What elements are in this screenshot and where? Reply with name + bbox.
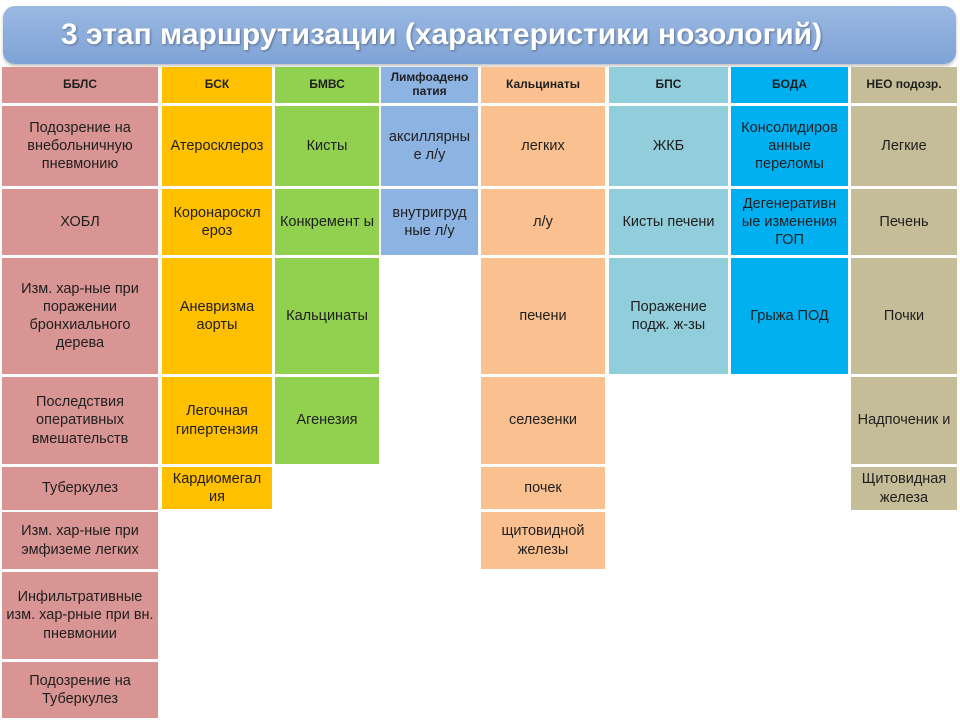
cell-bbls-7: Инфильтративные изм. хар-рные при вн. пневмонии: [2, 572, 158, 659]
header-calc: Кальцинаты: [481, 67, 605, 103]
cell-bmvs-1: Кисты: [275, 106, 379, 186]
cell-bsk-1: Атеросклероз: [162, 106, 272, 186]
cell-bps-1: ЖКБ: [609, 106, 728, 186]
cell-bmvs-2: Конкремент ы: [275, 189, 379, 255]
cell-calc-3: печени: [481, 258, 605, 374]
cell-bbls-5: Туберкулез: [2, 467, 158, 510]
cell-neo-4: Надпоченик и: [851, 377, 957, 464]
slide-title-bar: [3, 6, 956, 64]
cell-neo-2: Печень: [851, 189, 957, 255]
header-lymph: Лимфоадено патия: [381, 67, 478, 103]
header-neo: НЕО подозр.: [851, 67, 957, 103]
cell-neo-5: Щитовидная железа: [851, 467, 957, 510]
cell-bps-2: Кисты печени: [609, 189, 728, 255]
cell-neo-3: Почки: [851, 258, 957, 374]
cell-bps-3: Поражение подж. ж-зы: [609, 258, 728, 374]
cell-bsk-3: Аневризма аорты: [162, 258, 272, 374]
cell-bmvs-3: Кальцинаты: [275, 258, 379, 374]
cell-lymph-2: внутригруд ные л/у: [381, 189, 478, 255]
cell-calc-2: л/у: [481, 189, 605, 255]
cell-calc-5: почек: [481, 467, 605, 509]
cell-bbls-3: Изм. хар-ные при поражении бронхиального дерева: [2, 258, 158, 374]
cell-bsk-2: Коронароскл ероз: [162, 189, 272, 255]
cell-bbls-4: Последствия оперативных вмешательств: [2, 377, 158, 464]
cell-calc-1: легких: [481, 106, 605, 186]
cell-bsk-4: Легочная гипертензия: [162, 377, 272, 464]
header-bmvs: БМВС: [275, 67, 379, 103]
cell-bbls-1: Подозрение на внебольничную пневмонию: [2, 106, 158, 186]
cell-bsk-5: Кардиомегал ия: [162, 467, 272, 509]
cell-boda-3: Грыжа ПОД: [731, 258, 848, 374]
cell-boda-2: Дегенеративн ые изменения ГОП: [731, 189, 848, 255]
header-boda: БОДА: [731, 67, 848, 103]
cell-boda-1: Консолидиров анные переломы: [731, 106, 848, 186]
header-bsk: БСК: [162, 67, 272, 103]
cell-bbls-8: Подозрение на Туберкулез: [2, 662, 158, 718]
slide-title: 3 этап маршрутизации (характеристики нозологий): [61, 18, 823, 51]
cell-neo-1: Легкие: [851, 106, 957, 186]
cell-lymph-1: аксиллярны е л/у: [381, 106, 478, 186]
cell-calc-4: селезенки: [481, 377, 605, 464]
cell-bmvs-4: Агенезия: [275, 377, 379, 464]
header-bps: БПС: [609, 67, 728, 103]
cell-bbls-6: Изм. хар-ные при эмфиземе легких: [2, 512, 158, 569]
header-bbls: ББЛС: [2, 67, 158, 103]
cell-calc-6: щитовидной железы: [481, 512, 605, 569]
cell-bbls-2: ХОБЛ: [2, 189, 158, 255]
